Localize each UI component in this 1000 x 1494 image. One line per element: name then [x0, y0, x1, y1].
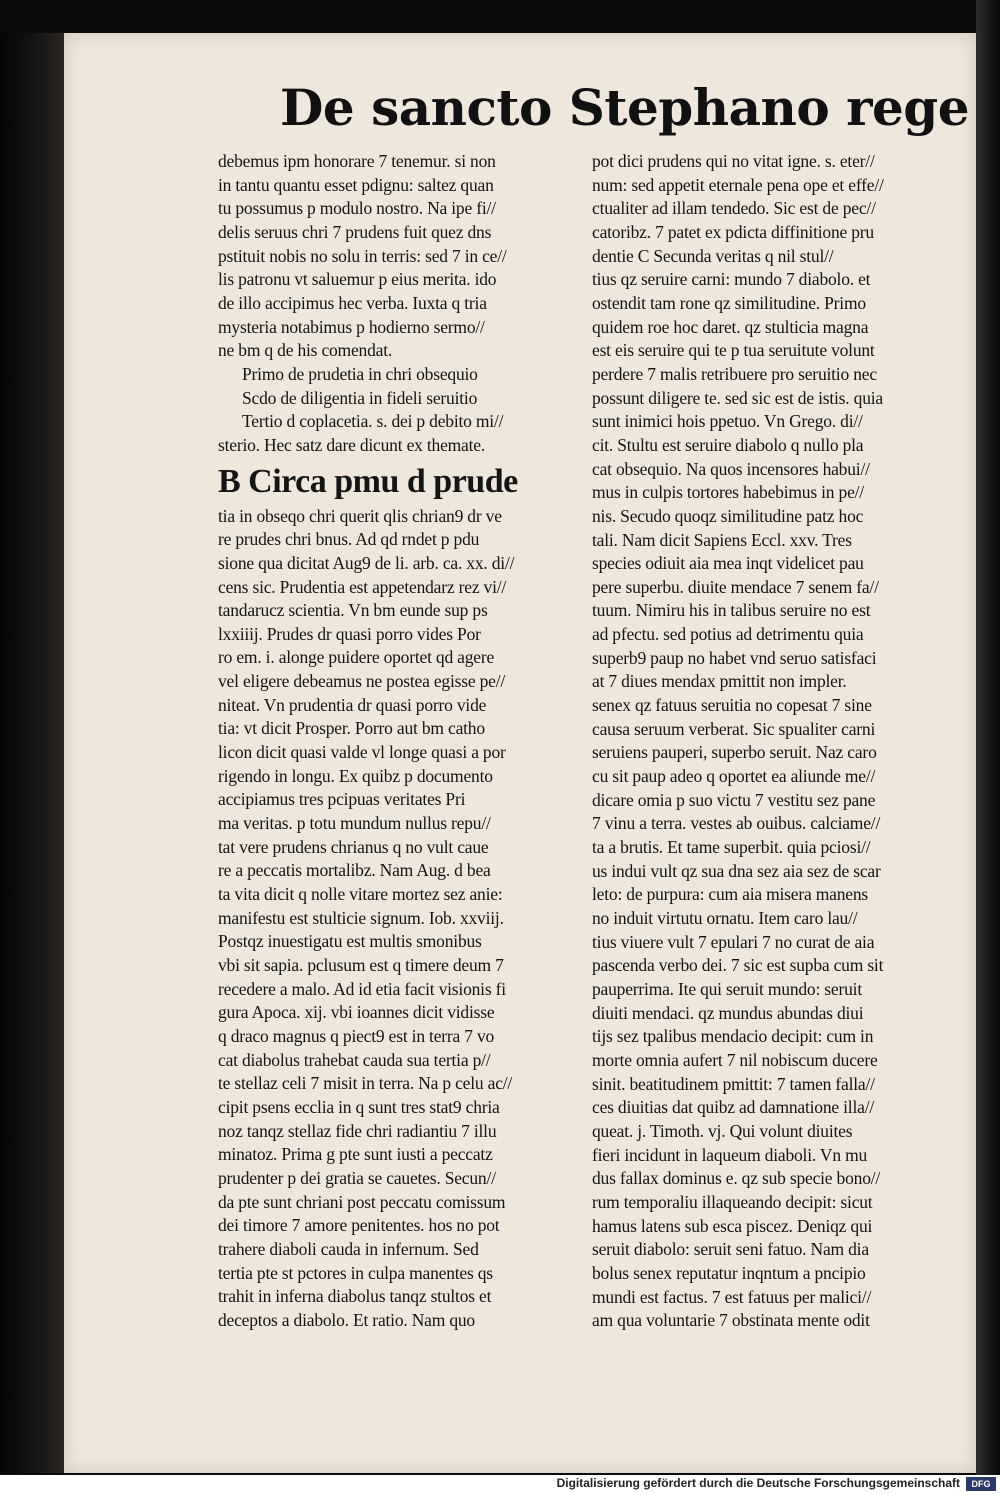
text-line: delis seruus chri 7 prudens fuit quez dns	[218, 221, 492, 242]
text-line: tia: vt dicit Prosper. Porro aut bm catho	[218, 718, 485, 739]
text-line: tius viuere vult 7 epulari 7 no curat de aia	[592, 931, 875, 952]
text-line: ces diuitias dat quibz ad damnatione illa//	[592, 1097, 875, 1118]
text-line: cens sic. Prudentia est appetendarz rez vi//	[218, 576, 507, 597]
text-line: dei timore 7 amore penitentes. hos no pot	[218, 1215, 500, 1236]
text-line: superb9 paup no habet vnd seruo satisfaci	[592, 647, 877, 668]
text-line: da pte sunt chriani post peccatu comissum	[218, 1191, 506, 1212]
text-line: recedere a malo. Ad id etia facit visionis fi	[218, 978, 506, 999]
text-line: dicare omia p suo victu 7 vestitu sez pane	[592, 789, 876, 810]
text-line: tat vere prudens chrianus q no vult caue	[218, 836, 489, 857]
text-line: licon dicit quasi valde vl longe quasi a por	[218, 742, 506, 763]
text-line: niteat. Vn prudentia dr quasi porro vide	[218, 694, 487, 715]
text-line: debemus ipm honorare 7 tenemur. si non	[218, 151, 496, 171]
text-line: pot dici prudens qui no vitat igne. s. eter//	[592, 151, 875, 171]
text-line: queat. j. Timoth. vj. Qui volunt diuites	[592, 1120, 853, 1141]
footer-bar	[0, 1475, 1000, 1494]
text-line: trahit in inferna diabolus tanqz stultos et	[218, 1286, 492, 1307]
text-line: hamus latens sub esca piscez. Deniqz qui	[592, 1215, 873, 1236]
text-line: sunt inimici hois ppetuo. Vn Grego. di//	[592, 411, 863, 432]
text-line: vbi sit sapia. pclusum est q timere deum 7	[218, 955, 504, 975]
text-line: cu sit paup adeo q oportet ea aliunde me//	[592, 766, 876, 787]
text-line: tertia pte st pctores in culpa manentes qs	[218, 1262, 493, 1283]
text-line: bolus senex reputatur inqntum a pncipio	[592, 1262, 866, 1283]
text-line: causa seruum verberat. Sic spualiter carni	[592, 718, 876, 739]
text-line: Primo de prudetia in chri obsequio	[242, 363, 478, 384]
text-line: Postqz inuestigatu est multis smonibus	[218, 931, 482, 952]
text-line: tu possumus p modulo nostro. Na ipe fi//	[218, 198, 496, 219]
text-line: in tantu quantu esset pdignu: saltez quan	[218, 174, 494, 195]
text-line: B Circa pmu d prude	[218, 462, 518, 500]
funding-notice: Digitalisierung gefördert durch die Deutsche Forschungsgemeinschaft	[556, 1476, 960, 1490]
text-line: sione qua dicitat Aug9 de li. arb. ca. xx. di//	[218, 552, 515, 573]
text-line: tali. Nam dicit Sapiens Eccl. xxv. Tres	[592, 529, 852, 550]
text-line: morte omnia aufert 7 nil nobiscum ducere	[592, 1049, 878, 1070]
text-line: noz tanqz stellaz fide chri radiantiu 7 illu	[218, 1120, 497, 1141]
text-line: 7 vinu a terra. vestes ab ouibus. calciame//	[592, 813, 881, 834]
text-line: tius qz seruire carni: mundo 7 diabolo. et	[592, 269, 871, 290]
text-line: est eis seruire qui te p tua seruitute volunt	[592, 340, 875, 361]
text-line: pauperrima. Ite qui seruit mundo: seruit	[592, 978, 862, 999]
text-line: no induit virtutu ornatu. Item caro lau//	[592, 908, 858, 928]
text-line: lxxiiij. Prudes dr quasi porro vides Por	[218, 623, 481, 644]
text-line: mundi est factus. 7 est fatuus per malici//	[592, 1286, 872, 1307]
text-line: prudenter p dei gratia se cauetes. Secun//	[218, 1167, 496, 1188]
text-line: gura Apoca. xij. vbi ioannes dicit vidisse	[218, 1002, 495, 1023]
text-line: dus fallax dominus e. qz sub specie bono//	[592, 1168, 881, 1189]
text-line: species odiuit aia mea inqt videlicet pau	[592, 553, 864, 574]
text-line: quidem roe hoc daret. qz stulticia magna	[592, 316, 869, 337]
text-line: leto: de purpura: cum aia misera manens	[592, 884, 868, 905]
text-line: pstituit nobis no solu in terris: sed 7 in ce//	[218, 245, 507, 266]
text-line: possunt diligere te. sed sic est de istis. quia	[592, 387, 883, 408]
text-line: q draco magnus q piect9 est in terra 7 vo	[218, 1025, 495, 1046]
text-line: fieri incidunt in laqueum diaboli. Vn mu	[592, 1144, 868, 1165]
text-line: at 7 diues mendax pmittit non impler.	[592, 671, 847, 692]
text-line: mysteria notabimus p hodierno sermo//	[218, 316, 485, 337]
text-line: cit. Stultu est seruire diabolo q nullo pla	[592, 434, 864, 455]
text-line: seruit diabolo: seruit seni fatuo. Nam dia	[592, 1239, 869, 1260]
left-text-column	[218, 150, 580, 1333]
text-line: deceptos a diabolo. Et ratio. Nam quo	[218, 1309, 475, 1330]
text-line: cipit psens ecclia in q sunt tres stat9 chria	[218, 1096, 500, 1117]
page-heading: De sancto Stephano rege	[280, 78, 970, 137]
text-line: perdere 7 malis retribuere pro seruitio nec	[592, 363, 877, 384]
text-line: re a peccatis mortalibz. Nam Aug. d bea	[218, 860, 491, 881]
text-line: rigendo in longu. Ex quibz p documento	[218, 765, 493, 786]
text-line: minatoz. Prima g pte sunt iusti a peccatz	[218, 1144, 493, 1165]
text-line: tia in obseqo chri querit qlis chrian9 dr ve	[218, 505, 502, 526]
text-line: ma veritas. p totu mundum nullus repu//	[218, 813, 491, 834]
text-line: rum temporaliu illaqueando decipit: sicut	[592, 1191, 873, 1212]
text-line: sinit. beatitudinem pmittit: 7 tamen falla//	[592, 1073, 875, 1094]
text-line: ne bm q de his comendat.	[218, 340, 393, 361]
right-text-column	[592, 150, 960, 1333]
text-line: ta a brutis. Et tame superbit. quia pciosi//	[592, 837, 871, 858]
text-line: de illo accipimus hec verba. Iuxta q tria	[218, 292, 487, 313]
text-line: seruiens pauperi, superbo seruit. Naz caro	[592, 742, 877, 763]
text-line: mus in culpis tortores habebimus in pe//	[592, 482, 864, 503]
text-line: manifestu est stulticie signum. Iob. xxviij.	[218, 907, 504, 928]
text-line: am qua voluntarie 7 obstinata mente odit	[592, 1310, 870, 1331]
text-line: ro em. i. alonge puidere oportet qd agere	[218, 647, 495, 668]
text-line: vel eligere debeamus ne postea egisse pe//	[218, 671, 506, 692]
text-line: cat obsequio. Na quos incensores habui//	[592, 458, 870, 479]
text-line: lis patronu vt saluemur p eius merita. ido	[218, 269, 497, 290]
text-line: accipiamus tres pcipuas veritates Pri	[218, 789, 466, 810]
text-line: senex qz fatuus seruitia no copesat 7 sine	[592, 695, 872, 716]
text-line: pascenda verbo dei. 7 sic est supba cum sit	[592, 955, 884, 976]
text-line: tuum. Nimiru his in talibus seruire no est	[592, 600, 871, 621]
text-line: sterio. Hec satz dare dicunt ex themate.	[218, 434, 486, 455]
text-line: diuiti mendaci. qz mundus abundas diui	[592, 1002, 864, 1023]
text-line: ostendit tam rone qz similitudine. Primo	[592, 292, 866, 313]
text-line: catoribz. 7 patet ex pdicta diffinitione pru	[592, 221, 874, 242]
text-line: cat diabolus trahebat cauda sua tertia p//	[218, 1049, 491, 1070]
book-binding	[0, 33, 64, 1473]
text-line: Tertio d coplacetia. s. dei p debito mi//	[242, 411, 504, 432]
text-line: trahere diaboli cauda in infernum. Sed	[218, 1238, 479, 1259]
text-line: re prudes chri bnus. Ad qd rndet p pdu	[218, 529, 480, 550]
text-line: pere superbu. diuite mendace 7 senem fa//	[592, 576, 879, 597]
text-line: ta vita dicit q nolle vitare mortez sez anie:	[218, 884, 503, 905]
text-line: ctualiter ad illam tendedo. Sic est de pec//	[592, 198, 876, 219]
text-line: ad pfectu. sed potius ad detrimentu quia	[592, 624, 864, 645]
dfg-logo: DFG	[966, 1477, 996, 1491]
text-line: Scdo de diligentia in fideli seruitio	[242, 387, 478, 408]
text-line: nis. Secudo quoqz similitudine patz hoc	[592, 505, 864, 526]
text-line: dentie C Secunda veritas q nil stul//	[592, 245, 834, 266]
text-line: num: sed appetit eternale pena ope et effe//	[592, 174, 884, 195]
text-line: tandarucz scientia. Vn bm eunde sup ps	[218, 600, 488, 621]
text-line: us indui vult qz sua dna sez aia sez de scar	[592, 860, 881, 881]
text-line: tijs sez tpalibus mendacio decipit: cum in	[592, 1026, 874, 1047]
text-line: te stellaz celi 7 misit in terra. Na p celu ac//	[218, 1073, 513, 1094]
